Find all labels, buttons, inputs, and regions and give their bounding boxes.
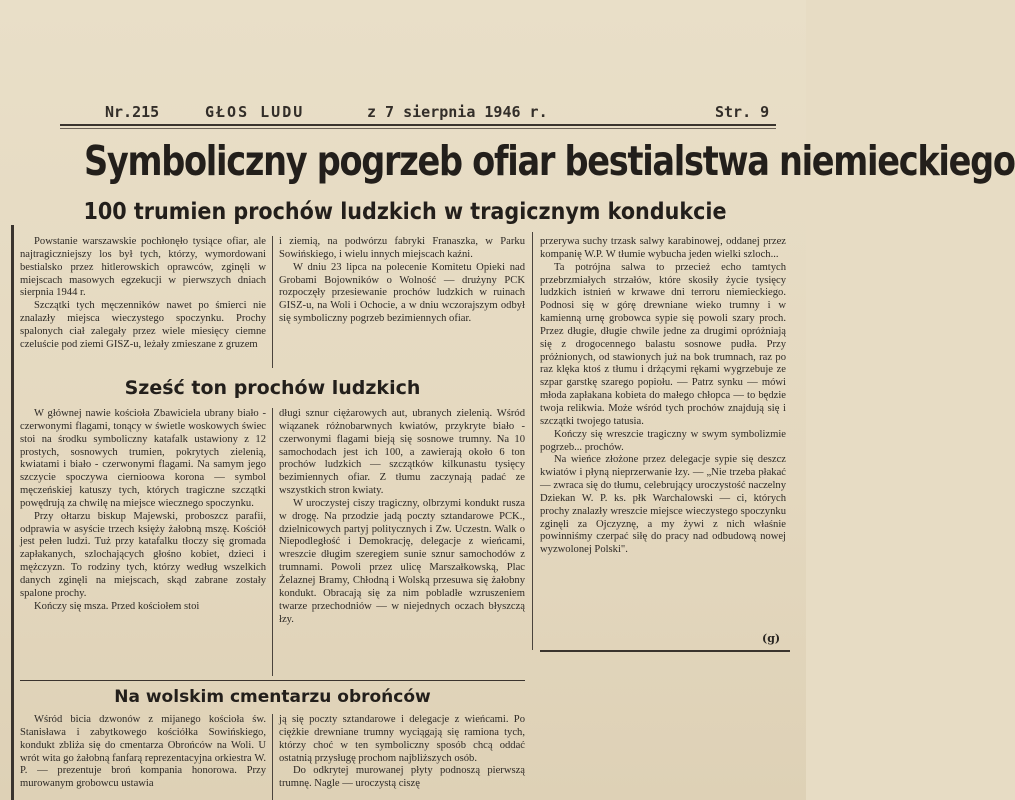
section1-col1 [20, 236, 266, 352]
subheadline: 100 trumien prochów ludzkich w tragicznym kondukcie [83, 199, 727, 225]
column-rule [272, 236, 273, 368]
section3-col1 [20, 714, 266, 791]
page-number: Str. 9 [715, 103, 770, 121]
paragraph: Szczątki tych męczenników nawet po śmierci nie znalazły miejsca wieczystego spoczynku. Prochy spalonych ciał zalegały przez wiele miesięcy ciemne czeluście pod ziemi GISZ-u, leżały zmieszane z gruzem [20, 300, 266, 350]
paragraph: i ziemią, na podwórzu fabryki Franaszka, w Parku Sowińskiego, i wielu innych miejscach kaźni. [279, 236, 525, 260]
paragraph: W uroczystej ciszy tragiczny, olbrzymi kondukt rusza w drogę. Na przodzie jadą poczty sztandarowe PCK., dzielnicowych partyj politycznych i Zw. Uczestn. Walk o Niepodległość i Demokrację, delegacje z wieńcami, wreszcie długim szeregiem sunie sznur samochodów z trumnami. Powoli przez ulicę Marszałkowską, Plac Żelaznej Bramy, Chłodną i Wolską przesuwa się żałobny kondukt. Obracają się za nim pobladłe wzruszeniem twarze przechodniów — w niejednych oczach błyszczą łzy. [279, 497, 525, 625]
section2-col2 [279, 408, 525, 626]
section-rule [20, 680, 525, 681]
masthead [105, 103, 770, 121]
author-signature: (g) [762, 632, 781, 645]
paragraph: Na wieńce złożone przez delegacje sypie się deszcz kwiatów i płyną nieprzerwanie łzy. — „Nie trzeba płakać — zwraca się do tłumu, celebrujący uroczystość naczelny Dziekan W. P. ks. płk Warchalowski — ci, których prochy znalazły wreszcie miejsce wieczystego spoczynku zginęli za Ojczyznę, a my żywi z nich właśnie powinniśmy czerpać siłę do pracy nad odbudową nowej wyzwolonej Polski". [540, 454, 786, 556]
paragraph: Kończy się wreszcie tragiczny w swym symbolizmie pogrzeb... prochów. [540, 428, 786, 453]
section-heading-cemetery: Na wolskim cmentarzu obrońców [114, 687, 431, 707]
paragraph: Ta potrójna salwa to przecież echo tamtych przebrzmiałych strzałów, które skosiły życie tysięcy ludzkich istnień w krwawe dni terroru niemieckiego. Podnosi się w górę drewniane wieko trumny i w kamienną urnę grobowca sypie się powoli szary proch. Przez długie, długie chwile jedne za drugimi opróżniają się z drogocennego balastu sosnowe pudła. Przy próżnionych, od stawionych już na bok trumnach, raz po raz klęka ktoś z tłumu i drżącymi rękami wygrzebuje ze szpar garstkę szarego popiołu. — Patrz synku — mówi młoda zapłakana kobieta do małego chłopca — to będzie twoja relikwia. Może wśród tych prochów znajdują się i szczątki twojego tatusia. [540, 261, 786, 427]
article-frame-left [11, 225, 14, 800]
issue-number: Nr.215 [105, 103, 160, 121]
column-rule [272, 714, 273, 800]
paragraph: długi sznur ciężarowych aut, ubranych zielenią. Wśród wiązanek różnobarwnych kwiatów, przykryte biało - czerwonymi flagami bieją się sosnowe trumny. Na 10 samochodach jest ich 100, a zawierają około 6 ton prochów ludzkich — szczątków kilkunastu tysięcy bezimiennych ofiar. Z tłumu zaczynają padać ze wszystkich stron kwiaty. [279, 408, 525, 497]
headline: Symboliczny pogrzeb ofiar bestialstwa niemieckiego [84, 137, 1015, 185]
paragraph: Powstanie warszawskie pochłonęło tysiące ofiar, ale najtragiczniejszy los był tych, którzy, wymordowani bestialsko przez hitlerowskich oprawców, zginęli w miejscach masowych egzekucji w pierwszych dniach sierpnia 1944 r. [20, 236, 266, 299]
column-rule [272, 408, 273, 676]
issue-date: z 7 sierpnia 1946 r. [367, 103, 548, 121]
paragraph: Do odkrytej murowanej płyty podnoszą pierwszą trumnę. Nagle — uroczystą ciszę [279, 765, 525, 790]
article-end-rule [540, 650, 790, 652]
section1-col2 [279, 236, 525, 326]
paragraph: Przy ołtarzu biskup Majewski, proboszcz parafii, odprawia w asyście trzech księży żałobną mszę. Kościół jest pełen ludzi. Tuż przy katafalku tłoczy się gromada zapłakanych, szlochających głośno kobiet, dzieci i mężczyzn. To rodziny tych, którzy według wszelkich danych zginęli na miejscach, skąd zabrane zostały spalone prochy. [20, 510, 266, 599]
section3-col2 [279, 714, 525, 791]
paragraph: W głównej nawie kościoła Zbawiciela ubrany biało - czerwonymi flagami, tonący w świetle woskowych świec stoi na środku symboliczny katafalk ustawiony z 12 prostych, sosnowych trumien, pokrytych zielenią, kwiatami i biało - czerwonymi flagami. Na samym jego szczycie spoczywa ciernioowa korona — symbol męczeńskiej katuszy tych, których tragiczne szczątki powędrują za chwilę na miejsce wiecznego spoczynku. [20, 408, 266, 509]
masthead-rule-thin [60, 128, 776, 129]
paragraph: przerywa suchy trzask salwy karabinowej, oddanej przez kompanię W.P. W tłumie wybucha jeden wielki szloch... [540, 236, 786, 260]
section-heading-six-tons: Sześć ton prochów ludzkich [124, 377, 421, 399]
column-rule [532, 232, 533, 650]
masthead-rule [60, 124, 776, 126]
paragraph: Kończy się msza. Przed kościołem stoi [34, 600, 200, 612]
section2-col1 [20, 408, 266, 614]
paragraph: ją się poczty sztandarowe i delegacje z wieńcami. Po ciężkie drewniane trumny wyciągają się ramiona tych, którzy choć w ten symboliczny sposób chcą oddać ostatnią przysługę prochom najbliższych osób. [279, 714, 525, 764]
paper-title: GŁOS LUDU [205, 103, 305, 121]
paragraph: W dniu 23 lipca na polecenie Komitetu Opieki nad Grobami Bojowników o Wolność — drużyny PCK rozpoczęły przesiewanie prochów ludzkich w ruinach GISZ-u, na Woli i Ochocie, a w dniu wczorajszym odbył się symboliczny pogrzeb bezimiennych ofiar. [279, 261, 525, 325]
paragraph: Wśród bicia dzwonów z mijanego kościoła św. Stanisława i zabytkowego kościółka Sowińskiego, kondukt zbliża się do cmentarza Obrońców na Woli. U wrót wita go żałobną fanfarą reprezentacyjna orkiestra W. P. — prezentuje broń kompania honorowa. Przy murowanym grobowcu ustawia [20, 714, 266, 790]
right-column [540, 236, 786, 557]
